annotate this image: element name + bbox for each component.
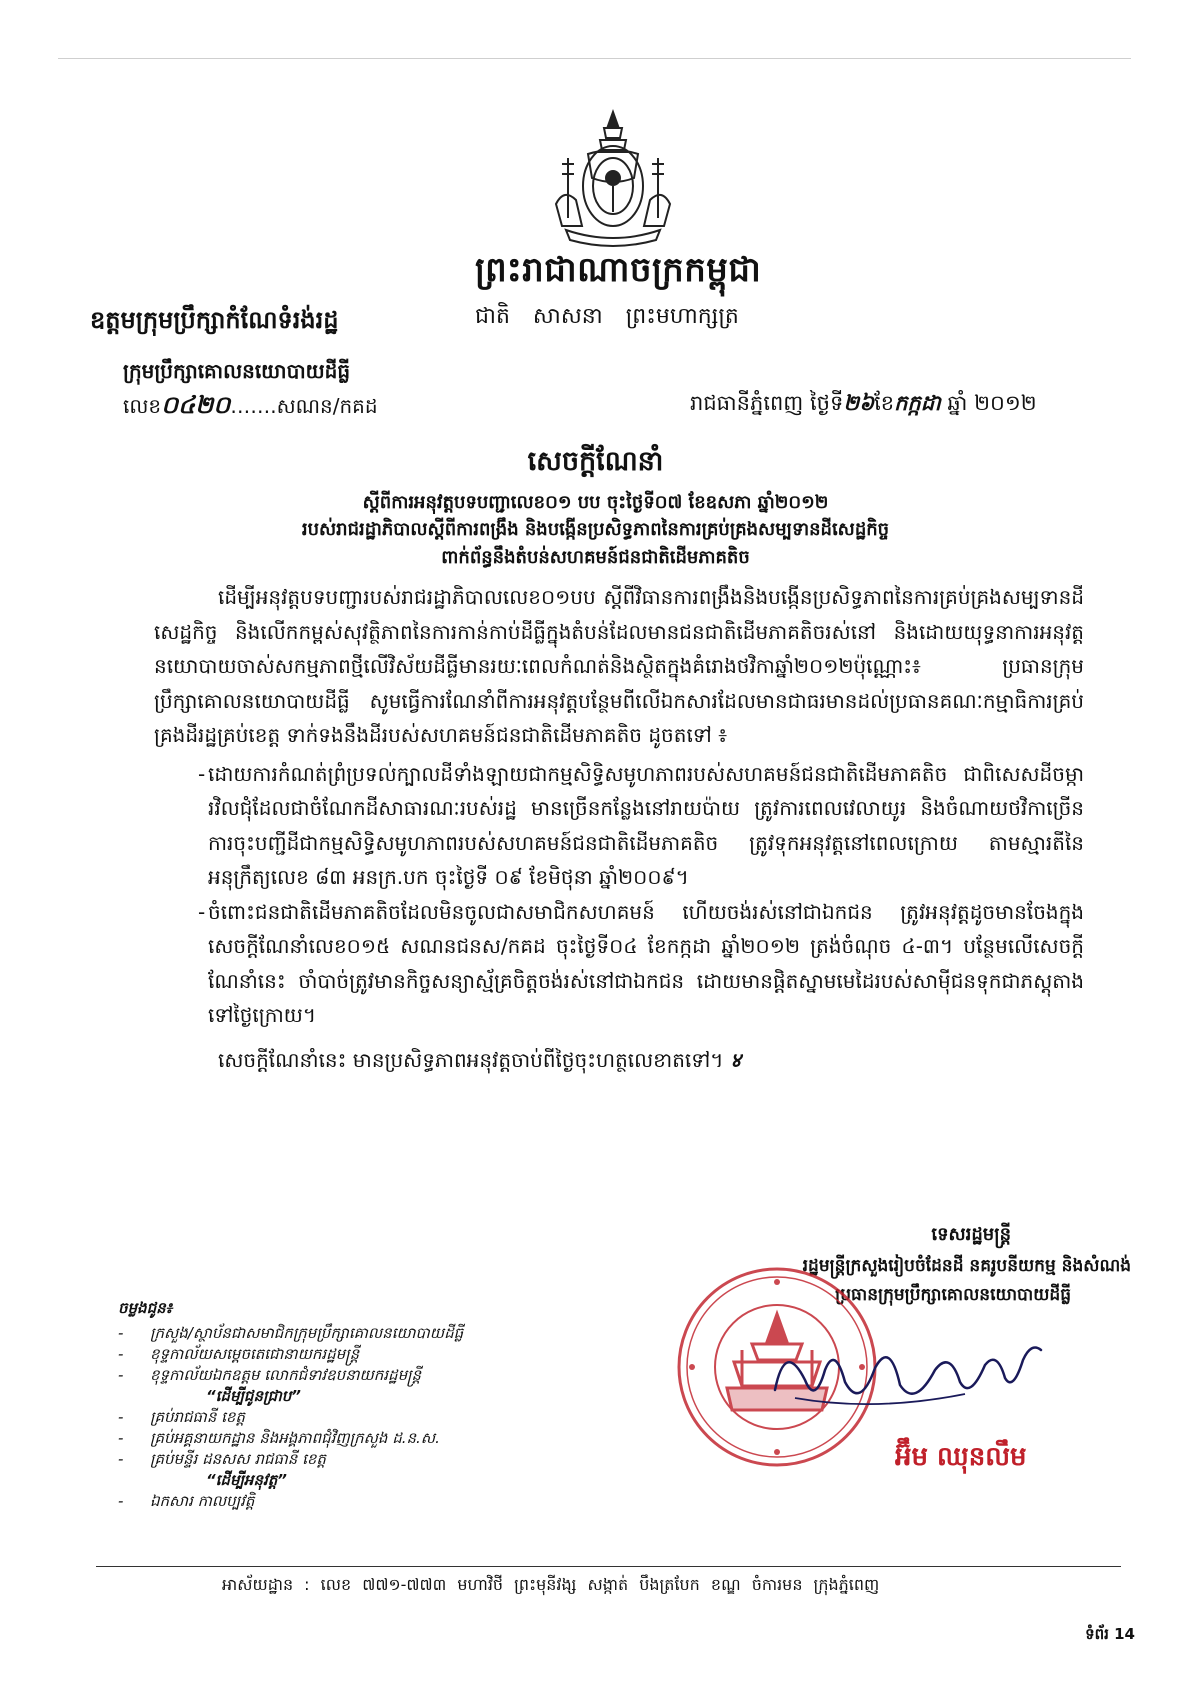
bullet-dash: -	[118, 1408, 124, 1426]
bullet-dash: -	[118, 1492, 124, 1510]
list-item	[118, 1386, 463, 1407]
list-item-text: ឯកសារ កាលប្បវត្តិ	[150, 1492, 255, 1510]
ref-suffix: …….សណន/កគដ	[230, 394, 378, 418]
copy-to-list	[118, 1298, 463, 1512]
copy-to-title: ចម្លងជូន៖	[118, 1299, 173, 1317]
list-item	[154, 757, 1084, 895]
national-motto: ជាតិ សាសនា ព្រះមហាក្សត្រ	[475, 304, 739, 329]
date-year: ឆ្នាំ ២០១២	[947, 391, 1037, 415]
bullet-dash: -	[118, 1450, 124, 1468]
document-body	[154, 580, 1084, 1077]
signatory-council-role: ប្រធានក្រុមប្រឹក្សាគោលនយោបាយដីធ្លី	[835, 1285, 1071, 1305]
list-item-text: “ដើម្បីអនុវត្ត”	[206, 1471, 287, 1489]
list-item-text: គ្រប់អគ្គនាយកដ្ឋាន និងអង្គភាពជុំវិញក្រសួង ដ.ន.ស.	[150, 1429, 440, 1447]
list-item	[118, 1449, 463, 1470]
list-item	[118, 1344, 463, 1365]
list-item	[154, 895, 1084, 1033]
list-item	[118, 1365, 463, 1386]
date-day-handwritten: ២៦	[843, 390, 875, 415]
handwritten-initial: ४	[723, 1047, 741, 1072]
subject-line-1: ស្ដីពីការអនុវត្តបទបញ្ជាលេខ០១ បប ចុះថ្ងៃទី០៧ ខែឧសភា ឆ្នាំ២០១២	[362, 492, 829, 513]
footer-rule	[96, 1566, 1121, 1567]
document-title: សេចក្ដីណែនាំ	[527, 446, 664, 477]
list-item	[118, 1323, 463, 1344]
list-item-text: ក្រសួង/ស្ថាប័នជាសមាជិកក្រុមប្រឹក្សាគោលនយោបាយដីធ្លី	[150, 1324, 464, 1342]
signatory-name: អ៊ឹម ឈុនលឹម	[895, 1442, 1027, 1472]
council-name: ក្រុមប្រឹក្សាគោលនយោបាយដីធ្លី	[123, 359, 351, 383]
footer-address: អាស័យដ្ឋាន : លេខ ៧៧១-៧៧៣ មហាវិថី ព្រះមុនីវង្ស សង្កាត់ បឹងត្របែក ខណ្ឌ ចំការមន ក្រុងភ្នំពេញ	[222, 1575, 880, 1594]
handwritten-signature	[765, 1320, 1065, 1430]
bullet-dash: -	[198, 899, 206, 924]
list-item	[118, 1491, 463, 1512]
bullet-dash: -	[198, 761, 206, 786]
list-item-text: ដោយការកំណត់ព្រំប្រទល់ក្បាលដីទាំងឡាយជាកម្មសិទ្ធិសមូហភាពរបស់សហគមន៍ជនជាតិដើមភាគតិច ជាពិសេសដីចម្ការវិលជុំដែលជាចំណែកដីសាធារណៈរបស់រដ្ឋ មានច្រើនកន្លែងនៅរាយប៉ាយ ត្រូវការពេលវេលាយូរ និងចំណាយថវិកាច្រើន ការចុះបញ្ជីដីជាកម្មសិទ្ធិសមូហភាពរបស់សហគមន៍ជនជាតិដើមភាគតិច ត្រូវទុកអនុវត្តនៅពេលក្រោយ តាមស្មារតីនៃអនុក្រឹត្យលេខ ៨៣ អនក្រ.បក ចុះថ្ងៃទី ០៩ ខែមិថុនា ឆ្នាំ២០០៩។	[208, 761, 1084, 889]
list-item-text: គ្រប់មន្ទីរ ដនសស រាជធានី ខេត្ត	[150, 1450, 326, 1468]
royal-arms-emblem	[548, 108, 678, 248]
closing-text: សេចក្ដីណែនាំនេះ មានប្រសិទ្ធភាពអនុវត្តចាប់ពីថ្ងៃចុះហត្ថលេខាតទៅ។	[218, 1047, 724, 1072]
bullet-dash: -	[118, 1324, 124, 1342]
bullet-dash: -	[118, 1345, 124, 1363]
list-item	[118, 1470, 463, 1491]
list-item-text: ខុទ្ទកាល័យឯកឧត្តម លោកជំទាវឧបនាយករដ្ឋមន្ត្រី	[150, 1366, 422, 1384]
date-prefix: រាជធានីភ្នំពេញ ថ្ងៃទី	[690, 391, 844, 415]
date-month-prefix: ខែ	[874, 391, 895, 415]
bullet-dash: -	[118, 1429, 124, 1447]
ref-number-handwritten: ០៤២០	[161, 390, 231, 419]
list-item-text: ខុទ្ទកាល័យសម្ដេចតេជោនាយករដ្ឋមន្ត្រី	[150, 1345, 360, 1363]
date-line	[690, 390, 1037, 421]
closing-paragraph	[154, 1043, 1084, 1078]
list-item	[118, 1428, 463, 1449]
signatory-ministry: រដ្ឋមន្ត្រីក្រសួងរៀបចំដែនដី នគរូបនីយកម្ម និងសំណង់	[802, 1256, 1131, 1276]
date-month-handwritten: កក្កដា	[894, 390, 941, 415]
kingdom-title: ព្រះរាជាណាចក្រកម្ពុជា	[475, 250, 762, 290]
ministry-name: ឧត្តមក្រុមប្រឹក្សាកំណែទំរង់រដ្ឋ	[90, 306, 339, 334]
copy-to-items	[118, 1323, 463, 1512]
signatory-title: ទេសរដ្ឋមន្ត្រី	[931, 1224, 1011, 1245]
list-item-text: ចំពោះជនជាតិដើមភាគតិចដែលមិនចូលជាសមាជិកសហគមន៍ ហើយចង់រស់នៅជាឯកជន ត្រូវអនុវត្តដូចមានចែងក្នុងសេចក្ដីណែនាំលេខ០១៥ សណនជនស/កគដ ចុះថ្ងៃទី០៤ ខែកក្កដា ឆ្នាំ២០១២ ត្រង់ចំណុច ៤-៣។ បន្ថែមលើសេចក្ដីណែនាំនេះ ចាំបាច់ត្រូវមានកិច្ចសន្យាស្ម័គ្រចិត្តចង់រស់នៅជាឯកជន ដោយមានផ្ដិតស្នាមមេដៃរបស់សាម៉ីជនទុកជាភស្ដុតាងទៅថ្ងៃក្រោយ។	[208, 899, 1084, 1027]
reference-number	[123, 390, 378, 425]
subject-line-2: របស់រាជរដ្ឋាភិបាលស្ដីពីការពង្រឹង និងបង្កើនប្រសិទ្ធភាពនៃការគ្រប់គ្រងសម្បទានដីសេដ្ឋកិច្ច	[301, 519, 890, 540]
instruction-list	[154, 757, 1084, 1033]
page-number: ទំព័រ 14	[1085, 1625, 1135, 1643]
top-rule	[58, 58, 1131, 59]
intro-paragraph: ដើម្បីអនុវត្តបទបញ្ជារបស់រាជរដ្ឋាភិបាលលេខ០១បប ស្ដីពីវិធានការពង្រឹងនិងបង្កើនប្រសិទ្ធភាពនៃការគ្រប់គ្រងសម្បទានដីសេដ្ឋកិច្ច និងលើកកម្ពស់សុវត្ថិភាពនៃការកាន់កាប់ដីធ្លីក្នុងតំបន់ដែលមានជនជាតិដើមភាគតិចរស់នៅ និងដោយយុទ្ធនាការអនុវត្តនយោបាយចាស់សកម្មភាពថ្មីលើវិស័យដីធ្លីមានរយៈពេលកំណត់និងស្ថិតក្នុងគំរោងថវិកាឆ្នាំ២០១២ប៉ុណ្ណោះ៖ ប្រធានក្រុមប្រឹក្សាគោលនយោបាយដីធ្លី សូមធ្វើការណែនាំពីការអនុវត្តបន្ថែមពីលើឯកសារដែលមានជាធរមានដល់ប្រធានគណៈកម្មាធិការគ្រប់គ្រងដីរដ្ឋគ្រប់ខេត្ត ទាក់ទងនឹងដីរបស់សហគមន៍ជនជាតិដើមភាគតិច ដូចតទៅ ៖	[154, 585, 1084, 747]
subject-line-3: ពាក់ព័ន្ធនឹងតំបន់សហគមន៍ជនជាតិដើមភាគតិច	[441, 547, 750, 568]
ref-prefix: លេខ	[123, 394, 162, 418]
list-item-text: គ្រប់រាជធានី ខេត្ត	[150, 1408, 245, 1426]
list-item-text: “ដើម្បីជូនជ្រាប”	[206, 1387, 301, 1405]
list-item	[118, 1407, 463, 1428]
bullet-dash: -	[118, 1366, 124, 1384]
